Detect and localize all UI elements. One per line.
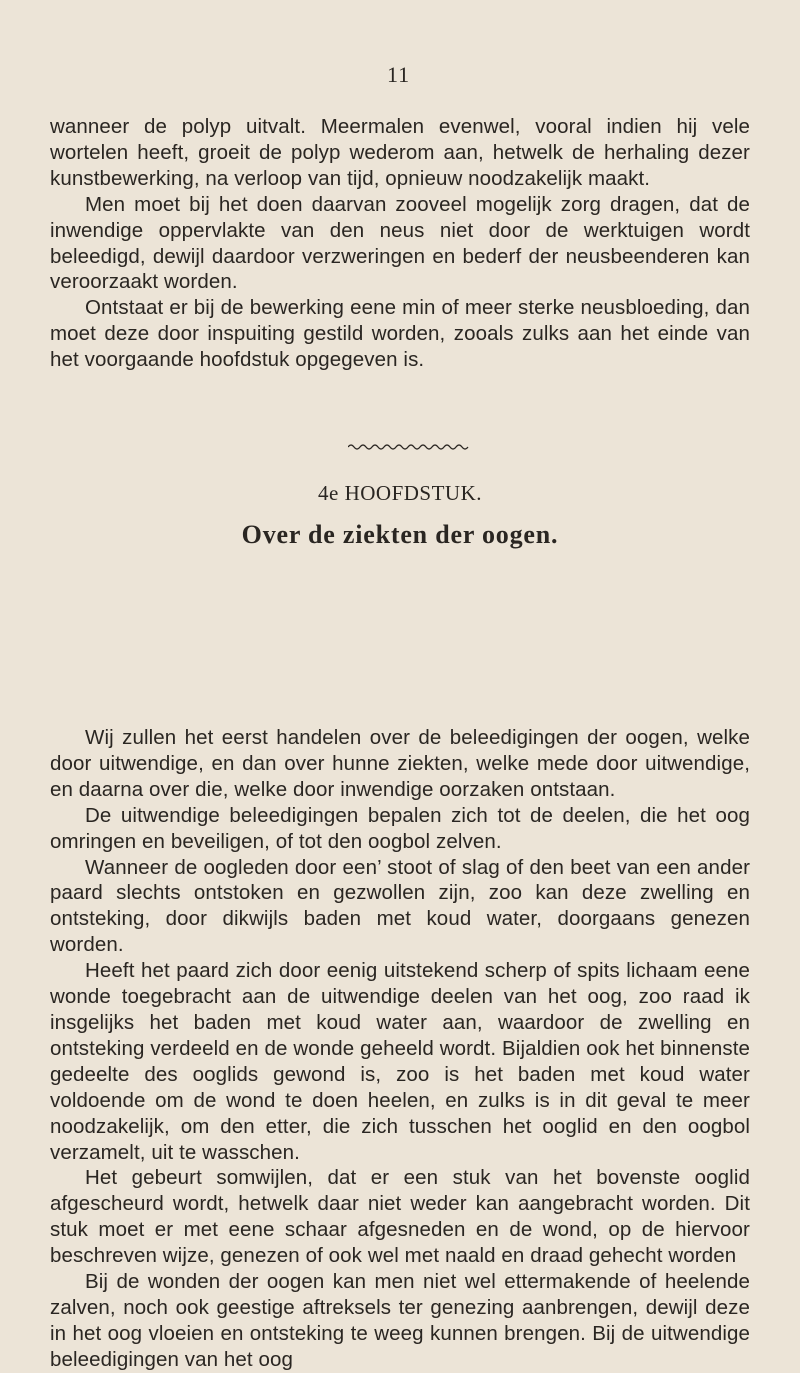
wavy-divider: [348, 442, 470, 452]
paragraph: Bij de wonden der oogen kan men niet wel ettermakende of heelende zalven, noch ook geestige aftreksels ter genezing aanbrengen, dewijl deze in het oog vloeien en ontsteking te weeg kunnen brengen. Bij de uitwendige beleedigingen van het oog: [50, 1270, 750, 1371]
paragraph: Wij zullen het eerst handelen over de beleedigingen der oogen, welke door uitwendige, en dan over hunne ziekten, welke mede door uitwendige, en daarna over die, welke door inwendige oorzaken ontstaan.: [50, 726, 750, 801]
paragraph: Ontstaat er bij de bewerking eene min of meer sterke neusbloeding, dan moet deze door inspuiting gestild worden, zooals zulks aan het einde van het voorgaande hoofdstuk opgegeven is.: [50, 296, 750, 372]
top-section: [50, 114, 750, 373]
chapter-number: 4e HOOFDSTUK.: [318, 481, 482, 505]
paragraph: Men moet bij het doen daarvan zooveel mogelijk zorg dragen, dat de inwendige oppervlakte van den neus niet door de werktuigen wordt beleedigd, dewijl daardoor verzweringen en bederf der neusbeenderen kan veroorzaakt worden.: [50, 192, 750, 294]
paragraph: wanneer de polyp uitvalt. Meermalen evenwel, vooral indien hij vele wortelen heeft, groeit de polyp wederom aan, hetwelk de herhaling dezer kunstbewerking, na verloop van tijd, opnieuw noodzakelijk maakt.: [50, 115, 750, 190]
paragraph: Wanneer de oogleden door een’ stoot of slag of den beet van een ander paard slechts ontstoken en gezwollen zijn, zoo kan deze zwelling en ontsteking, door dikwijls baden met koud water, doorgaans genezen worden.: [50, 855, 750, 957]
chapter-title: Over de ziekten der oogen.: [241, 520, 559, 549]
chapter-body: [50, 725, 750, 1373]
page-number: 11: [387, 62, 411, 87]
paragraph: De uitwendige beleedigingen bepalen zich tot de deelen, die het oog omringen en beveiligen, of tot den oogbol zelven.: [50, 803, 750, 853]
paragraph: Het gebeurt somwijlen, dat er een stuk van het bovenste ooglid afgescheurd wordt, hetwelk daar niet weder kan aangebracht worden. Dit stuk moet er met eene schaar afgesneden en de wond, op de hiervoor beschreven wijze, genezen of ook wel met naald en draad gehecht worden: [50, 1166, 750, 1268]
paragraph: Heeft het paard zich door eenig uitstekend scherp of spits lichaam eene wonde toegebracht aan de uitwendige deelen van het oog, zoo raad ik insgelijks het baden met koud water aan, waardoor de zwelling en ontsteking verdeeld en de wonde geheeld wordt. Bijaldien ook het binnenste gedeelte des ooglids gewond is, zoo is het baden met koud water voldoende om de wond te doen heelen, en zulks is in dit geval te meer noodzakelijk, om den etter, die zich tusschen het ooglid en den oogbol verzamelt, uit te wasschen.: [50, 959, 750, 1164]
